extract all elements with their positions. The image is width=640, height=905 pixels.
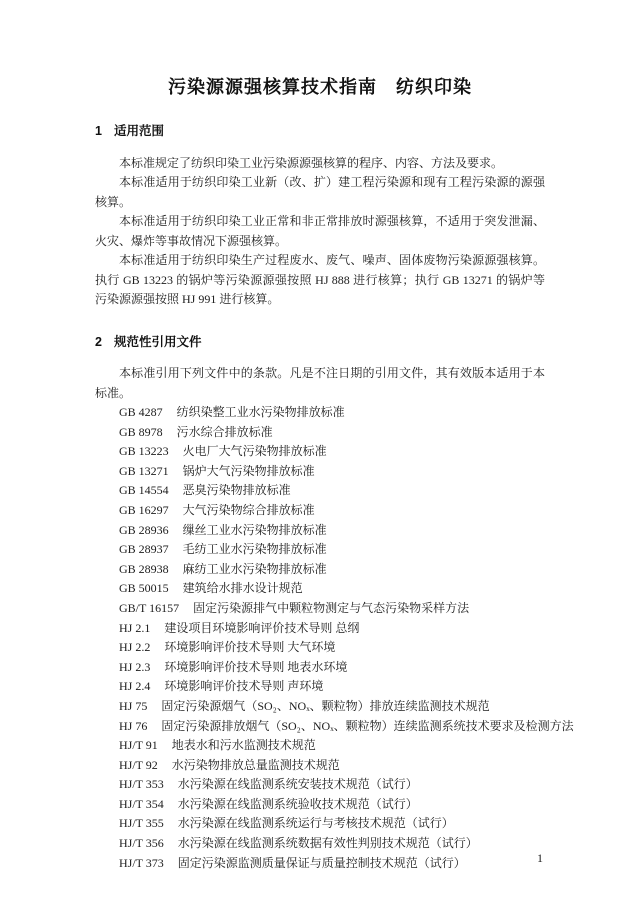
reference-title: 缫丝工业水污染物排放标准 — [182, 522, 327, 537]
reference-item — [95, 560, 545, 580]
reference-code: HJ 2.1 — [119, 620, 151, 635]
section-1-heading-text: 适用范围 — [113, 124, 164, 138]
reference-title: 毛纺工业水污染物排放标准 — [182, 542, 327, 557]
reference-title: 锅炉大气污染物排放标准 — [182, 463, 315, 478]
reference-item — [95, 795, 545, 815]
reference-code: HJ 75 — [119, 698, 148, 713]
reference-item — [95, 697, 545, 717]
reference-item — [95, 814, 545, 834]
reference-code: HJ/T 373 — [119, 855, 164, 870]
reference-code: GB 13223 — [119, 444, 169, 459]
reference-title: 纺织染整工业水污染物排放标准 — [176, 405, 345, 419]
reference-code: GB 13271 — [119, 463, 169, 478]
page-number: 1 — [537, 850, 543, 865]
section-2-number: 2 — [95, 334, 102, 349]
reference-item — [95, 756, 545, 776]
reference-item — [95, 521, 545, 541]
reference-code: HJ/T 355 — [119, 816, 164, 831]
reference-title: 水污染物排放总量监测技术规范 — [171, 757, 340, 772]
reference-item — [95, 677, 545, 697]
reference-item — [95, 403, 545, 423]
references-list — [95, 403, 574, 873]
reference-title: 地表水和污水监测技术规范 — [171, 738, 316, 753]
reference-item — [95, 619, 545, 639]
reference-item — [95, 638, 545, 658]
reference-title: 水污染源在线监测系统运行与考核技术规范（试行） — [177, 816, 454, 831]
reference-item — [95, 462, 545, 482]
reference-item — [95, 579, 545, 599]
reference-title: 火电厂大气污染物排放标准 — [182, 444, 327, 459]
reference-code: GB 50015 — [119, 581, 169, 596]
reference-item — [95, 540, 545, 560]
reference-title: 恶臭污染物排放标准 — [182, 483, 291, 498]
reference-title: 建设项目环境影响评价技术导则 总纲 — [164, 620, 360, 635]
reference-code: HJ 76 — [119, 718, 148, 733]
scope-paragraph-1: 本标准规定了纺织印染工业污染源源强核算的程序、内容、方法及要求。 — [119, 155, 504, 170]
reference-title: 固定污染源监测质量保证与质量控制技术规范（试行） — [177, 855, 466, 870]
reference-title: 环境影响评价技术导则 地表水环境 — [164, 659, 348, 674]
reference-title: 污水综合排放标准 — [176, 424, 273, 439]
reference-title: 环境影响评价技术导则 大气环境 — [164, 640, 336, 655]
reference-title: 建筑给水排水设计规范 — [182, 581, 303, 596]
reference-code: GB 28937 — [119, 542, 169, 557]
reference-item — [95, 736, 545, 756]
reference-title: 环境影响评价技术导则 声环境 — [164, 679, 324, 694]
reference-item — [95, 658, 545, 678]
section-2-heading-text: 规范性引用文件 — [113, 334, 202, 349]
reference-item — [95, 854, 545, 874]
reference-item — [95, 501, 545, 521]
section-1-number: 1 — [95, 124, 102, 138]
reference-code: GB 28936 — [119, 522, 169, 537]
reference-title: 大气污染物综合排放标准 — [182, 502, 315, 517]
references-intro: 本标准引用下列文件中的条款。凡是不注日期的引用文件，其有效版本适用于本标准。 — [95, 366, 545, 400]
reference-title: 水污染源在线监测系统验收技术规范（试行） — [177, 796, 418, 811]
reference-item — [95, 423, 545, 443]
reference-code: HJ/T 353 — [119, 777, 164, 792]
scope-paragraph-3: 本标准适用于纺织印染工业正常和非正常排放时源强核算，不适用于突发泄漏、火灾、爆炸等事故情况下源强核算。 — [95, 214, 545, 248]
document-title: 污染源源强核算技术指南 纺织印染 — [168, 77, 472, 97]
reference-code: GB/T 16157 — [119, 600, 180, 615]
reference-title: 麻纺工业水污染物排放标准 — [182, 561, 327, 576]
reference-code: HJ/T 356 — [119, 836, 164, 851]
reference-title: 固定污染源排放烟气（SO₂、NOₓ、颗粒物）连续监测系统技术要求及检测方法 — [161, 718, 574, 733]
reference-title: 固定污染源排气中颗粒物测定与气态污染物采样方法 — [193, 600, 470, 615]
reference-code: GB 16297 — [119, 502, 169, 517]
section-1-heading — [95, 122, 545, 142]
scope-paragraph-4: 本标准适用于纺织印染生产过程废水、废气、噪声、固体废物污染源源强核算。执行 GB 13223 的锅炉等污染源源强按照 HJ 888 进行核算；执行 GB 13271 的锅炉等污染源源强按照 HJ 991 进行核算。 — [95, 253, 545, 306]
reference-code: HJ/T 91 — [119, 738, 158, 753]
reference-code: HJ/T 92 — [119, 757, 158, 772]
reference-code: HJ/T 354 — [119, 796, 164, 811]
reference-item — [95, 481, 545, 501]
reference-code: HJ 2.3 — [119, 659, 151, 674]
reference-code: GB 28938 — [119, 561, 169, 576]
reference-item — [95, 717, 574, 737]
reference-title: 水污染源在线监测系统安装技术规范（试行） — [177, 777, 418, 792]
reference-item — [95, 775, 545, 795]
section-2-heading — [95, 333, 545, 353]
section-scope — [95, 122, 545, 310]
reference-title: 水污染源在线监测系统数据有效性判别技术规范（试行） — [177, 836, 478, 851]
reference-code: GB 4287 — [119, 405, 163, 419]
scope-paragraph-2: 本标准适用于纺织印染工业新（改、扩）建工程污染源和现有工程污染源的源强核算。 — [95, 175, 545, 209]
reference-item — [95, 599, 545, 619]
reference-code: HJ 2.2 — [119, 640, 151, 655]
reference-item — [95, 834, 545, 854]
section-normative-references — [95, 333, 574, 874]
reference-item — [95, 442, 545, 462]
reference-code: GB 8978 — [119, 424, 163, 439]
reference-code: GB 14554 — [119, 483, 169, 498]
reference-code: HJ 2.4 — [119, 679, 151, 694]
reference-title: 固定污染源烟气（SO₂、NOₓ、颗粒物）排放连续监测技术规范 — [161, 698, 490, 713]
